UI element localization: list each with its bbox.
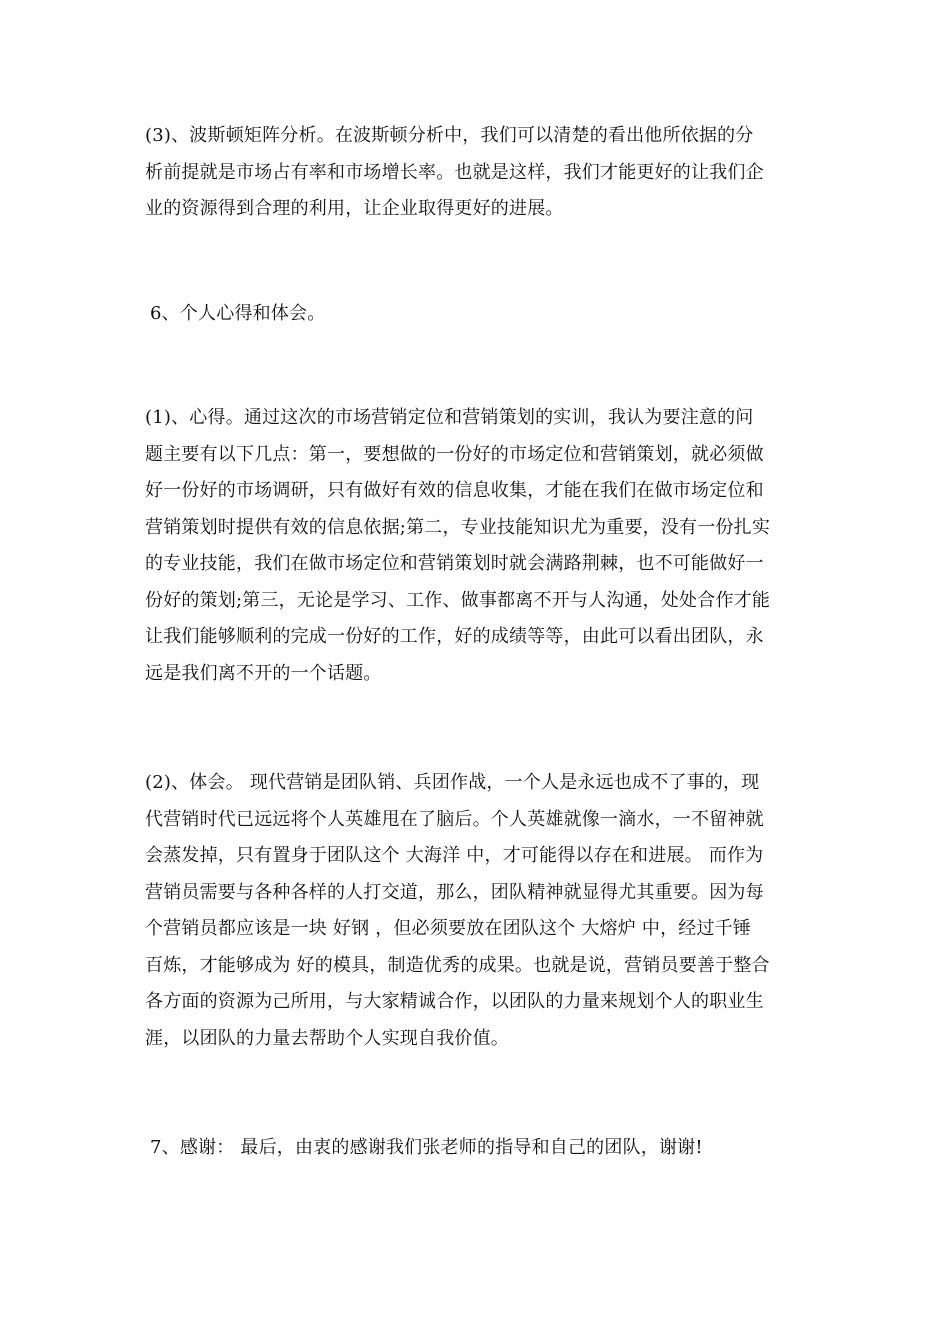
text-line: 远是我们离不开的一个话题。 (145, 662, 382, 684)
text-line: 业的资源得到合理的利用，让企业取得更好的进展。 (145, 198, 564, 219)
text-line: (2)、体会。 现代营销是团队销、兵团作战，一个人是永远也成不了事的，现 (145, 772, 760, 793)
text-line: 份好的策划;第三，无论是学习、工作、做事都离不开与人沟通，处处合作才能 (145, 589, 771, 611)
section-heading-personal-reflection (150, 296, 810, 333)
section-heading-thanks (150, 1130, 810, 1167)
text-line: (1)、心得。通过这次的市场营销定位和营销策划的实训，我认为要注意的问 (145, 407, 754, 428)
text-line: (3)、波斯顿矩阵分析。在波斯顿分析中，我们可以清楚的看出他所依据的分 (145, 125, 754, 146)
text-line: 营销员需要与各种各样的人打交道，那么，团队精神就显得尤其重要。因为每 (145, 881, 764, 903)
text-line: 涯，以团队的力量去帮助个人实现自我价值。 (145, 1027, 509, 1049)
text-line: 析前提就是市场占有率和市场增长率。也就是这样，我们才能更好的让我们企 (145, 161, 764, 183)
text-line: 个营销员都应该是一块 好钢 ，但必须要放在团队这个 大熔炉 中，经过千锤 (145, 918, 752, 939)
paragraph-experience (145, 400, 805, 692)
text-line: 让我们能够顺利的完成一份好的工作，好的成绩等等，由此可以看出团队，永 (145, 626, 764, 647)
text-line: 各方面的资源为己所用，与大家精诚合作，以团队的力量来规划个人的职业生 (145, 991, 764, 1012)
text-line: 百炼，才能够成为 好的模具，制造优秀的成果。也就是说，营销员要善于整合 (145, 954, 770, 976)
paragraph-bcg-matrix (145, 118, 805, 228)
text-line: 代营销时代已远远将个人英雄甩在了脑后。个人英雄就像一滴水，一不留神就 (145, 808, 764, 830)
text-line: 会蒸发掉，只有置身于团队这个 大海洋 中，才可能得以存在和进展。 而作为 (145, 845, 764, 866)
text-line: 题主要有以下几点：第一，要想做的一份好的市场定位和营销策划，就必须做 (145, 443, 764, 465)
heading-text: 7、感谢： 最后，由衷的感谢我们张老师的指导和自己的团队，谢谢! (150, 1137, 703, 1158)
text-line: 的专业技能，我们在做市场定位和营销策划时就会满路荆棘，也不可能做好一 (145, 553, 764, 574)
text-line: 营销策划时提供有效的信息依据;第二，专业技能知识尤为重要，没有一份扎实 (145, 516, 771, 538)
paragraph-insight (145, 765, 805, 1057)
text-line: 好一份好的市场调研，只有做好有效的信息收集，才能在我们在做市场定位和 (145, 480, 764, 501)
heading-text: 6、个人心得和体会。 (150, 303, 326, 324)
